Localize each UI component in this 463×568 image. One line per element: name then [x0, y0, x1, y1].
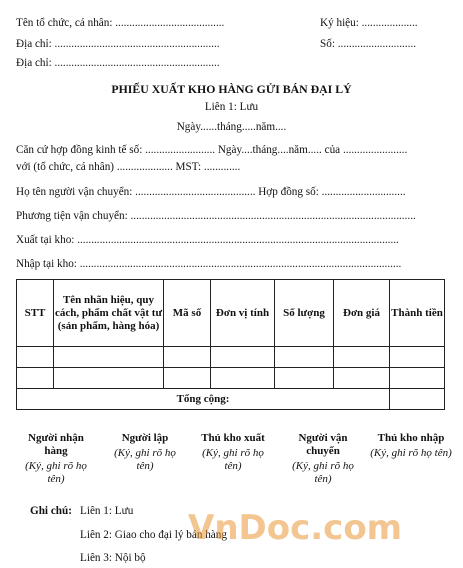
- header-amount: Thành tiền: [390, 280, 445, 347]
- copy-label: Liên 1: Lưu: [204, 101, 259, 113]
- header-item-name: Tên nhãn hiệu, quy cách, phẩm chất vật tư (sản phẩm, hàng hóa): [54, 280, 164, 347]
- signature-hint: (Ký, ghi rõ họ tên): [292, 460, 354, 485]
- header-unit-price: Đơn giá: [334, 280, 390, 347]
- number-line: Số: ............................: [320, 38, 417, 50]
- signature-role: Thủ kho xuất: [201, 432, 265, 444]
- signature-hint: (Ký, ghi rõ họ tên): [370, 447, 452, 459]
- contract-line-2: với (tổ chức, cá nhân) .................... MST: .............: [16, 161, 241, 173]
- table-header-row: [17, 280, 445, 347]
- notes-copy-1: Liên 1: Lưu: [80, 505, 134, 517]
- notes-copy-3: Liên 3: Nội bộ: [80, 552, 146, 564]
- signature-hint: (Ký, ghi rõ họ tên): [25, 460, 87, 485]
- signature-role: Người nhận hàng: [28, 432, 84, 457]
- org-name-line: Tên tổ chức, cá nhân: .......................................: [16, 17, 225, 29]
- address-line-2: Địa chỉ: ...........................................................: [16, 57, 220, 69]
- vehicle-line: Phương tiện vận chuyển: ......................................................................................................: [16, 210, 416, 222]
- signature-hint: (Ký, ghi rõ họ tên): [114, 447, 176, 472]
- header-code: Mã số: [164, 280, 211, 347]
- signature-receiver: [16, 432, 96, 486]
- table-row: [17, 347, 445, 368]
- header-quantity: Số lượng: [275, 280, 334, 347]
- signature-preparer: [106, 432, 184, 473]
- signature-role: Thủ kho nhập: [377, 432, 445, 444]
- signature-role: Người vận chuyển: [298, 432, 348, 457]
- symbol-line: Ký hiệu: ....................: [320, 17, 418, 29]
- contract-line-1: Căn cứ hợp đồng kinh tế số: ......................... Ngày....tháng....năm..... của .......................: [16, 144, 408, 156]
- header-unit: Đơn vị tính: [211, 280, 275, 347]
- signature-hint: (Ký, ghi rõ họ tên): [202, 447, 264, 472]
- import-warehouse-line: Nhập tại kho: ...................................................................................................................: [16, 258, 402, 270]
- shipper-line: Họ tên người vận chuyển: ........................................... Hợp đồng số: ..............................: [16, 186, 406, 198]
- total-label: Tổng cộng:: [17, 389, 390, 410]
- address-line-1: Địa chỉ: ...........................................................: [16, 38, 220, 50]
- notes-copy-2: Liên 2: Giao cho đại lý bán hàng: [80, 529, 227, 541]
- signature-shipper: [284, 432, 362, 486]
- header-stt: STT: [17, 280, 54, 347]
- date-line: Ngày......tháng.....năm....: [176, 121, 287, 133]
- goods-table: [16, 279, 445, 410]
- table-total-row: [17, 389, 445, 410]
- signature-export-keeper: [194, 432, 272, 473]
- export-warehouse-line: Xuất tại kho: ...................................................................................................................: [16, 234, 399, 246]
- notes-label: Ghi chú:: [30, 505, 72, 517]
- signature-import-keeper: [370, 432, 452, 460]
- signature-role: Người lập: [121, 432, 169, 444]
- document-title: PHIẾU XUẤT KHO HÀNG GỬI BÁN ĐẠI LÝ: [111, 82, 352, 96]
- table-row: [17, 368, 445, 389]
- vndoc-watermark: VnDoc.com: [188, 508, 403, 548]
